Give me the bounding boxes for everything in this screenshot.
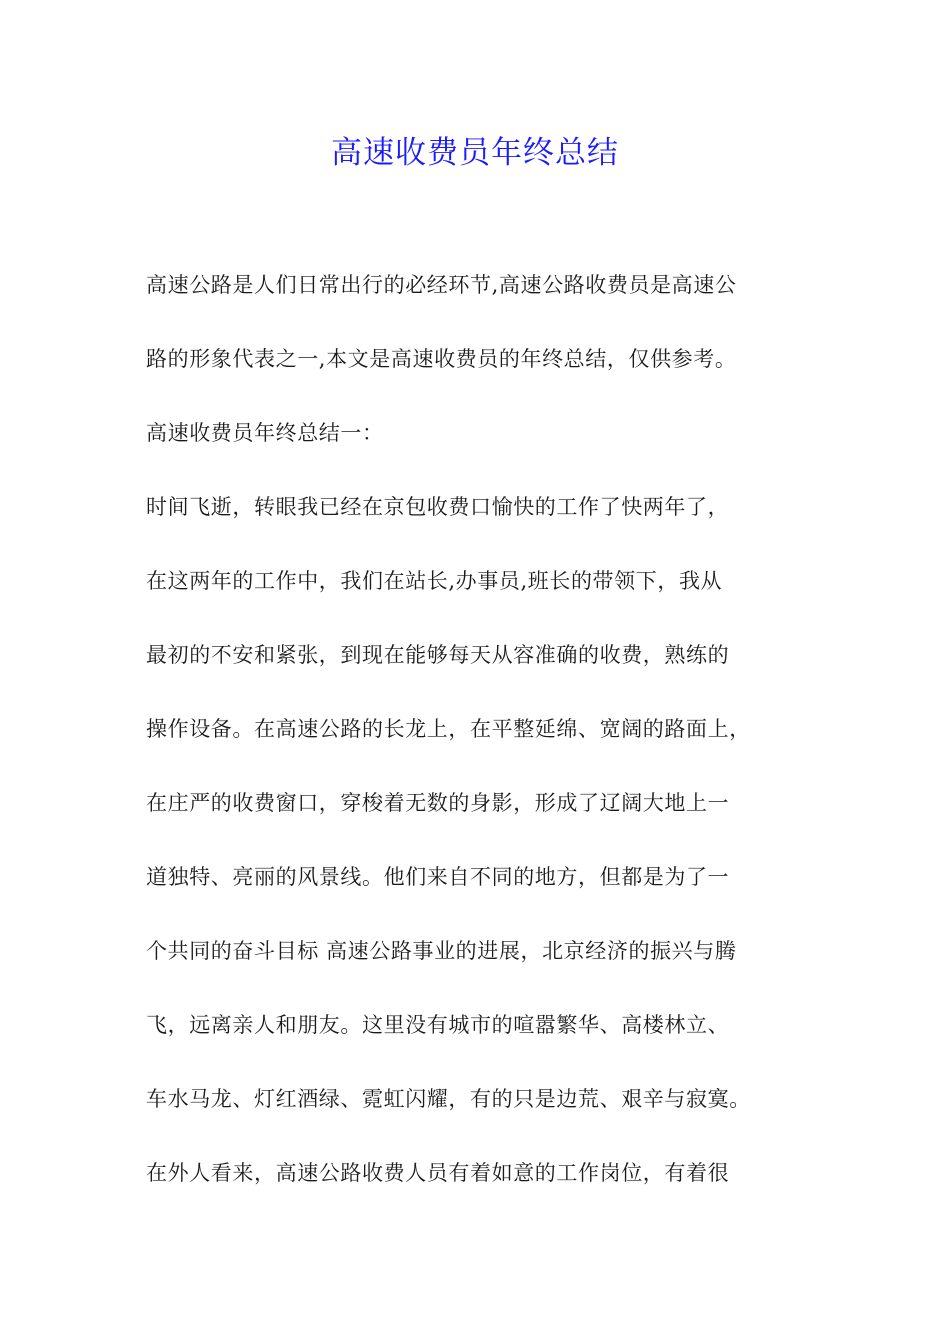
body-line: 路的形象代表之一,本文是高速收费员的年终总结，仅供参考。 [146, 347, 737, 371]
body-line: 在外人看来，高速公路收费人员有着如意的工作岗位，有着很 [146, 1161, 730, 1185]
body-line: 在这两年的工作中，我们在站长,办事员,班长的带领下，我从 [146, 569, 723, 593]
body-line: 操作设备。在高速公路的长龙上，在平整延绵、宽阔的路面上， [146, 717, 751, 741]
body-line: 车水马龙、灯红酒绿、霓虹闪耀，有的只是边荒、艰辛与寂寞。 [146, 1087, 751, 1111]
document-title: 高速收费员年终总结 [331, 135, 619, 171]
body-line: 道独特、亮丽的风景线。他们来自不同的地方，但都是为了一 [146, 865, 730, 889]
body-line: 在庄严的收费窗口，穿梭着无数的身影，形成了辽阔大地上一 [146, 791, 730, 815]
body-line: 最初的不安和紧张，到现在能够每天从容准确的收费，熟练的 [146, 643, 730, 667]
document-body [146, 262, 826, 1224]
body-line: 个共同的奋斗目标 高速公路事业的进展，北京经济的振兴与腾 [146, 939, 737, 963]
body-line: 高速公路是人们日常出行的必经环节,高速公路收费员是高速公 [146, 273, 737, 297]
section-heading: 高速收费员年终总结一： [146, 421, 384, 445]
body-line: 飞，远离亲人和朋友。这里没有城市的喧嚣繁华、高楼林立、 [146, 1013, 730, 1037]
body-line: 时间飞逝，转眼我已经在京包收费口愉快的工作了快两年了， [146, 495, 730, 519]
